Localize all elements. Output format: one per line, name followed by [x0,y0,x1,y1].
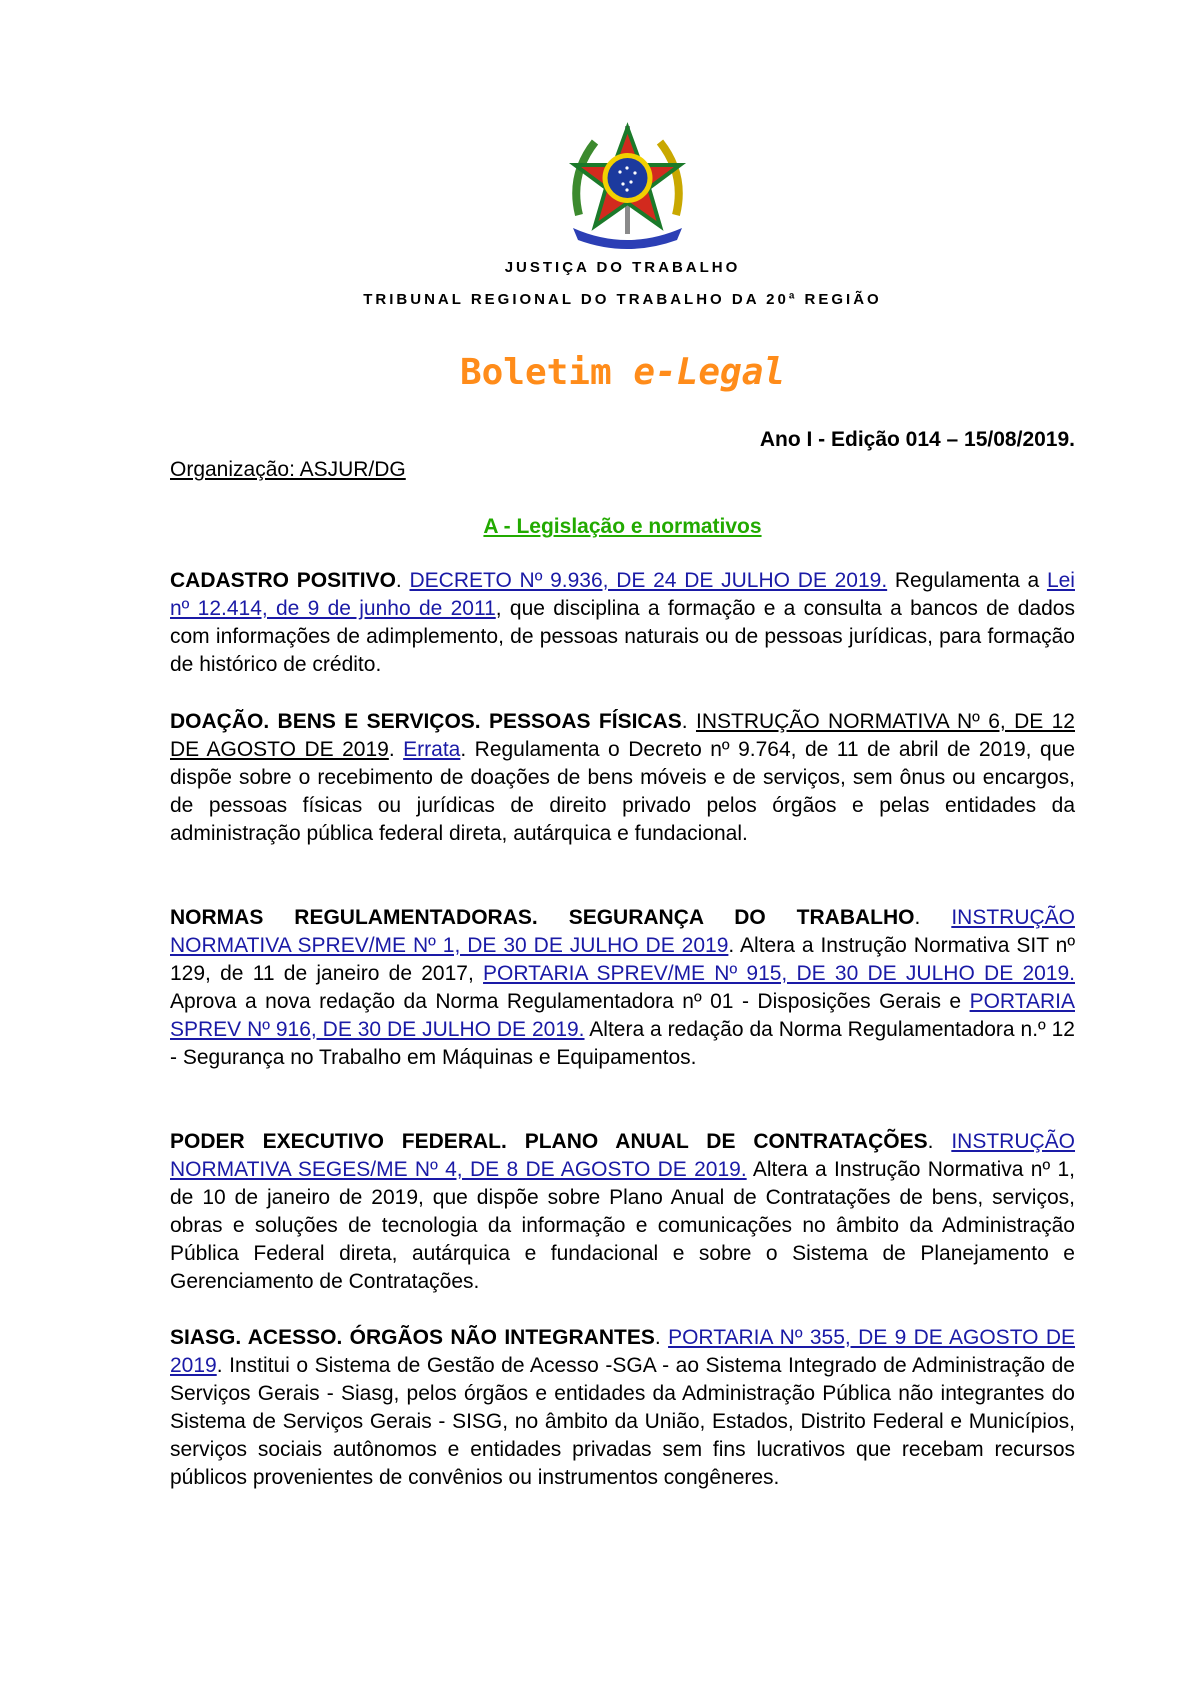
legal-item-doacao [170,708,1075,848]
item-text: , que disciplina a formação e a consulta a bancos de dados com informações de adimplemento, de pessoas naturais ou de pessoas jurídicas, para formação de histórico de crédito. [170,597,1075,676]
section-heading: A - Legislação e normativos [483,515,762,538]
item-text: . Institui o Sistema de Gestão de Acesso -SGA - ao Sistema Integrado de Administração de Serviços Gerais - Siasg, pelos órgãos e entidades da Administração Pública não integrantes do Sistema de Serviços Gerais - SISG, no âmbito da União, Estados, Distrito Federal e Municípios, serviços sociais autônomos e entidades privadas sem fins lucrativos que recebam recursos públicos provenientes de convênios ou instrumentos congêneres. [170,1354,1075,1489]
instrucao-normativa-seges-link[interactable]: INSTRUÇÃO NORMATIVA SEGES/ME Nº 4, DE 8 DE AGOSTO DE 2019. [170,1130,1076,1181]
edition-info: Ano I - Edição 014 – 15/08/2019. [759,428,1075,451]
item-separator: . [927,1130,952,1153]
document-page [170,0,1075,1684]
instrucao-normativa-sprev-link[interactable]: INSTRUÇÃO NORMATIVA SPREV/ME Nº 1, DE 30 DE JULHO DE 2019 [170,906,1075,957]
item-separator: . [395,569,410,592]
legal-item-cadastro-positivo [170,567,1075,679]
instrucao-normativa-link[interactable]: INSTRUÇÃO NORMATIVA Nº 6, DE 12 DE AGOSTO DE 2019 [170,710,1075,761]
legal-item-poder-executivo [170,1128,1075,1296]
legal-item-normas-regulamentadoras [170,904,1075,1072]
item-separator: . [681,710,696,733]
portaria-915-link[interactable]: PORTARIA SPREV/ME Nº 915, DE 30 DE JULHO DE 2019. [483,962,1075,985]
item-text: Altera a Instrução Normativa nº 1, de 10 de janeiro de 2019, que dispõe sobre Plano Anual de Contratações de bens, serviços, obras e soluções de tecnologia da informação e comunicações no âmbito da Administração Pública Federal direta, autárquica e fundacional e sobre o Sistema de Planejamento e Gerenciamento de Contratações. [170,1158,1075,1293]
coat-of-arms-emblem [565,120,690,250]
item-text: Altera a redação da Norma Regulamentadora n.º 12 - Segurança no Trabalho em Máquinas e Equipamentos. [170,1018,1075,1069]
item-heading: DOAÇÃO. BENS E SERVIÇOS. PESSOAS FÍSICAS [170,710,682,733]
lei-link[interactable]: Lei nº 12.414, de 9 de junho de 2011 [170,569,1075,620]
item-heading: SIASG. ACESSO. ÓRGÃOS NÃO INTEGRANTES [170,1326,655,1349]
item-text: . Altera a Instrução Normativa SIT nº 129, de 11 de janeiro de 2017, [170,934,1076,985]
item-heading: NORMAS REGULAMENTADORAS. SEGURANÇA DO TRABALHO [170,906,915,929]
bulletin-title-main: Boletim [459,352,634,393]
item-text: Aprova a nova redação da Norma Regulamentadora nº 01 - Disposições Gerais e [170,990,970,1013]
header-line-2: TRIBUNAL REGIONAL DO TRABALHO DA 20ª REGIÃO [363,291,882,308]
organization-label: Organização: ASJUR/DG [170,458,406,481]
item-text: Regulamenta a [887,569,1047,592]
bulletin-title [170,352,1075,393]
portaria-916-link[interactable]: PORTARIA SPREV Nº 916, DE 30 DE JULHO DE 2019. [170,990,1075,1041]
item-separator: . [654,1326,669,1349]
legal-item-siasg [170,1324,1075,1492]
item-heading: PODER EXECUTIVO FEDERAL. PLANO ANUAL DE CONTRATAÇÕES [170,1130,928,1153]
portaria-355-link[interactable]: PORTARIA Nº 355, DE 9 DE AGOSTO DE 2019 [170,1326,1076,1377]
item-text: . [388,738,404,761]
errata-link[interactable]: Errata [403,738,461,761]
item-separator: . [914,906,952,929]
item-text: . Regulamenta o Decreto nº 9.764, de 11 de abril de 2019, que dispõe sobre o recebimento de doações de bens móveis e de serviços, sem ônus ou encargos, de pessoas físicas ou jurídicas de direito privado pelos órgãos e pelas entidades da administração pública federal direta, autárquica e fundacional. [170,738,1076,845]
bulletin-title-italic: e-Legal [633,352,786,393]
item-heading: CADASTRO POSITIVO [170,569,396,592]
header-line-1: JUSTIÇA DO TRABALHO [504,259,741,276]
decreto-link[interactable]: DECRETO Nº 9.936, DE 24 DE JULHO DE 2019. [409,569,888,592]
